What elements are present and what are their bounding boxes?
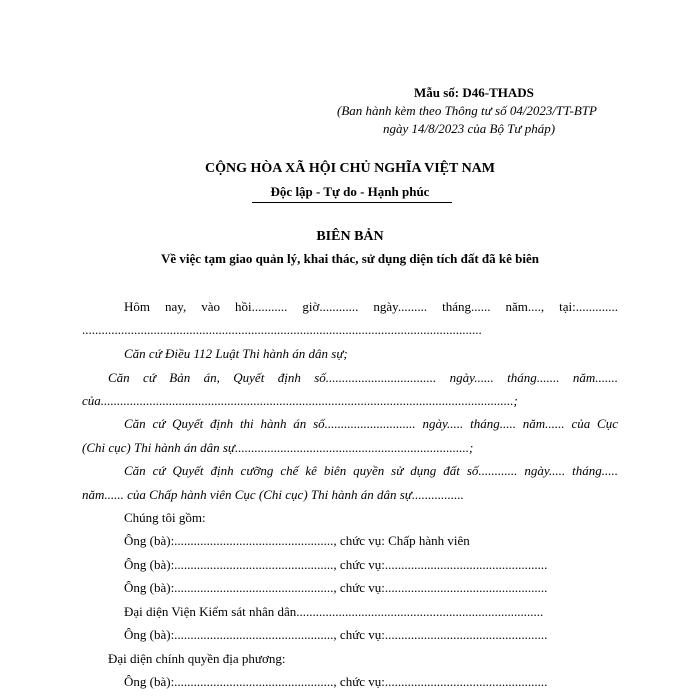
national-motto: Độc lập - Tự do - Hạnh phúc: [270, 184, 430, 199]
body-line-7: (Chi cục) Thi hành án dân sự........................................................................;: [82, 440, 474, 455]
body-line-12: Ông (bà):................................................., chức vụ:..................................................: [124, 557, 548, 572]
issued-note-line-1: (Ban hành kèm theo Thông tư số 04/2023/TT-BTP: [337, 103, 597, 118]
body-line-5: của...............................................................................................................................;: [82, 393, 518, 408]
body-line-1: Hôm nay, vào hồi........... giờ............ ngày......... tháng...... năm...., tại:.............: [124, 299, 618, 314]
body-line-8: Căn cứ Quyết định cưỡng chế kê biên quyền sử dụng đất số............ ngày..... tháng.....: [124, 463, 618, 478]
issued-note-line-2: ngày 14/8/2023 của Bộ Tư pháp): [383, 121, 556, 136]
motto-underline: [252, 202, 452, 203]
body-line-16: Đại diện chính quyền địa phương:: [108, 651, 286, 666]
body-line-13: Ông (bà):................................................., chức vụ:..................................................: [124, 580, 548, 595]
body-line-14: Đại diện Viện Kiểm sát nhân dân............................................................................: [124, 604, 544, 619]
body-line-3: Căn cứ Điều 112 Luật Thi hành án dân sự;: [124, 346, 348, 361]
body-line-10: Chúng tôi gồm:: [124, 510, 206, 525]
body-line-17: Ông (bà):................................................., chức vụ:..................................................: [124, 674, 548, 689]
body-line-11: Ông (bà):................................................., chức vụ: Chấp hành viên: [124, 533, 470, 548]
body-line-2: ...........................................................................................................................: [82, 322, 482, 337]
national-title: CỘNG HÒA XÃ HỘI CHỦ NGHĨA VIỆT NAM: [204, 161, 495, 176]
body-line-6: Căn cứ Quyết định thi hành án số............................ ngày..... tháng..... năm...... của Cục: [124, 416, 618, 431]
body-line-4: Căn cứ Bản án, Quyết định số.................................. ngày...... tháng....... năm.......: [108, 370, 618, 385]
body-line-15: Ông (bà):................................................., chức vụ:..................................................: [124, 627, 548, 642]
form-number: Mẫu số: D46-THADS: [414, 85, 534, 100]
document-title: BIÊN BẢN: [316, 229, 384, 244]
body-line-9: năm...... của Chấp hành viên Cục (Chi cục) Thi hành án dân sự................: [82, 487, 464, 502]
document-subtitle: Về việc tạm giao quản lý, khai thác, sử dụng diện tích đất đã kê biên: [161, 251, 539, 266]
